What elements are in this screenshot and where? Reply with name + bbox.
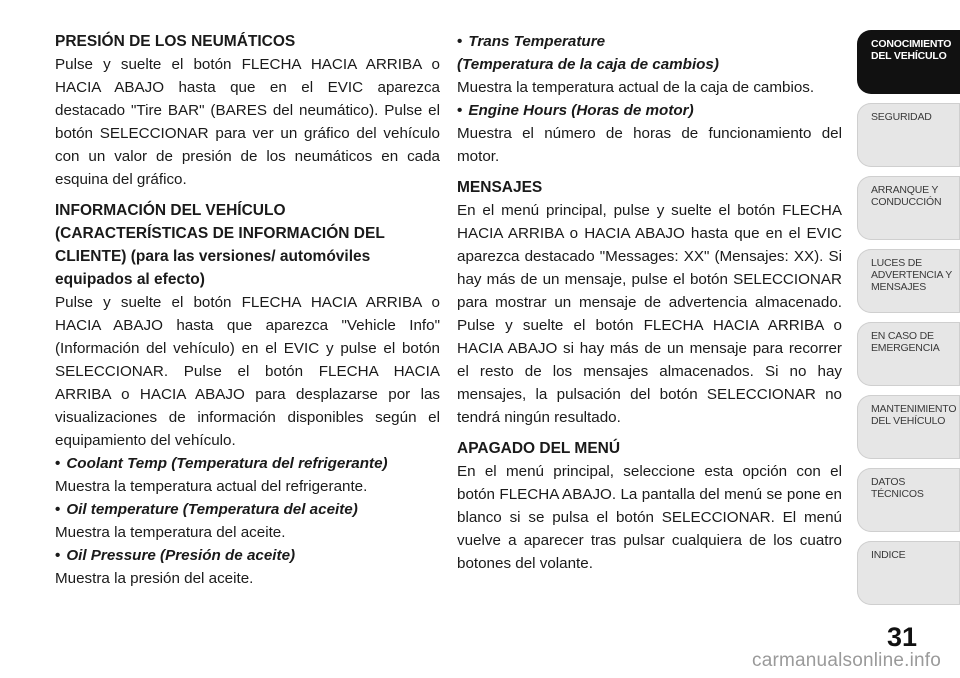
bullet-icon: •: [55, 547, 61, 564]
bullet-engine-hours: • Engine Hours (Horas de motor): [457, 102, 694, 119]
bullet-coolant-temp: • Coolant Temp (Temperatura del refrigerante): [55, 455, 388, 472]
chapter-tabs: [857, 0, 960, 678]
tab-emergencia[interactable]: EN CASO DE EMERGENCIA: [857, 322, 960, 386]
heading-vehicle-info: INFORMACIÓN DEL VEHÍCULO (CARACTERÍSTICAS DE INFORMACIÓN DEL CLIENTE) (para las versiones/ automóviles equipados al efecto): [55, 202, 385, 288]
paragraph-messages: En el menú principal, pulse y suelte el botón FLECHA HACIA ARRIBA o HACIA ABAJO hasta que en el EVIC aparezca destacado "Messages: XX" (Mensajes: XX). Si hay más de un mensaje, pulse el botón SELECCIONAR para mostrar un mensaje de advertencia almacenado. Pulse y suelte el botón FLECHA HACIA ARRIBA o HACIA ABAJO si hay más de un mensaje para recorrer el resto de los mensajes almacenados. Si no hay mensajes, la pulsación del botón SELECCIONAR no tendrá ningún resultado.: [457, 202, 842, 426]
bullet-oil-temp: • Oil temperature (Temperatura del aceite): [55, 501, 358, 518]
desc-coolant-temp: Muestra la temperatura actual del refrigerante.: [55, 478, 368, 495]
paragraph-menu-off: En el menú principal, seleccione esta opción con el botón FLECHA ABAJO. La pantalla del menú se pone en blanco si se pulsa el botón SELECCIONAR. El menú vuelve a aparecer tras pulsar cualquiera de los cuatro botones del volante.: [457, 463, 842, 572]
tab-indice[interactable]: INDICE: [857, 541, 960, 605]
paragraph-vehicle-info: Pulse y suelte el botón FLECHA HACIA ARRIBA o HACIA ABAJO hasta que aparezca "Vehicle Info" (Información del vehículo) en el EVIC y pulse el botón SELECCIONAR. Pulse el botón FLECHA HACIA ARRIBA o HACIA ABAJO para desplazarse por las visualizaciones de información disponibles según el equipamiento del vehículo.: [55, 294, 440, 449]
bullet-trans-temp-subtitle: (Temperatura de la caja de cambios): [457, 56, 719, 73]
heading-messages: MENSAJES: [457, 179, 543, 196]
desc-engine-hours: Muestra el número de horas de funcionamiento del motor.: [457, 125, 842, 165]
page-number: 31: [886, 622, 918, 652]
tab-datos[interactable]: DATOS TÉCNICOS: [857, 468, 960, 532]
tab-seguridad[interactable]: SEGURIDAD: [857, 103, 960, 167]
tab-arranque[interactable]: ARRANQUE Y CONDUCCIÓN: [857, 176, 960, 240]
paragraph-tire-pressure: Pulse y suelte el botón FLECHA HACIA ARRIBA o HACIA ABAJO hasta que en el EVIC aparezca destacado "Tire BAR" (BARES del neumático). Pulse el botón SELECCIONAR para ver un gráfico del vehículo con un valor de presión de los neumáticos en cada esquina del gráfico.: [55, 56, 440, 188]
tab-luces[interactable]: LUCES DE ADVERTENCIA Y MENSAJES: [857, 249, 960, 313]
bullet-icon: •: [55, 455, 61, 472]
heading-tire-pressure: PRESIÓN DE LOS NEUMÁTICOS: [55, 33, 296, 50]
bullet-icon: •: [55, 501, 61, 518]
desc-oil-temp: Muestra la temperatura del aceite.: [55, 524, 286, 541]
tab-conocimiento[interactable]: CONOCIMIENTO DEL VEHÍCULO: [857, 30, 960, 94]
heading-menu-off: APAGADO DEL MENÚ: [457, 440, 621, 457]
right-column: [457, 30, 842, 575]
bullet-trans-temp: • Trans Temperature: [457, 33, 606, 50]
tab-mantenimiento[interactable]: MANTENIMIENTO DEL VEHÍCULO: [857, 395, 960, 459]
desc-oil-pressure: Muestra la presión del aceite.: [55, 570, 254, 587]
bullet-icon: •: [457, 102, 463, 119]
left-column: [55, 30, 440, 590]
desc-trans-temp: Muestra la temperatura actual de la caja de cambios.: [457, 79, 815, 96]
bullet-icon: •: [457, 33, 463, 50]
watermark: carmanualsonline.info: [752, 650, 942, 671]
bullet-oil-pressure: • Oil Pressure (Presión de aceite): [55, 547, 296, 564]
